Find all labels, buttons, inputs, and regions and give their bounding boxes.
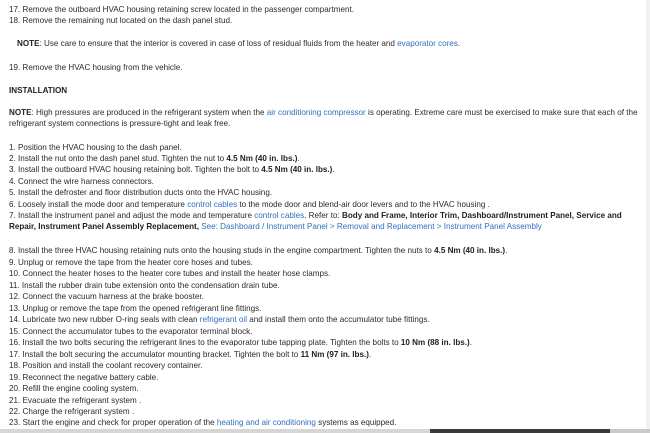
ac-compressor-link[interactable]: air conditioning compressor	[266, 108, 366, 117]
heating-ac-link[interactable]: heating and air conditioning	[216, 418, 316, 427]
step-item: 21. Evacuate the refrigerant system .	[9, 396, 142, 405]
step-item: 1. Position the HVAC housing to the dash panel.	[9, 143, 182, 152]
step-item: 17. Remove the outboard HVAC housing retaining screw located in the passenger compartment.	[9, 5, 354, 14]
step-item: 18. Remove the remaining nut located on the dash panel stud.	[9, 16, 233, 25]
step-item: 6. Loosely install the mode door and temperature control cables to the mode door and blend-air door levers and to the HVAC housing .	[9, 200, 490, 209]
step-item: 8. Install the three HVAC housing retaining nuts onto the housing studs in the engine compartment. Tighten the nuts to 4.5 Nm (40 in. lbs.).	[9, 246, 508, 255]
scrollbar-thumb[interactable]	[430, 429, 610, 433]
step-item: 18. Position and install the coolant recovery container.	[9, 361, 203, 370]
step-item: 19. Remove the HVAC housing from the vehicle.	[9, 63, 183, 72]
step-item: 11. Install the rubber drain tube extension onto the condensation drain tube.	[9, 281, 280, 290]
control-cables-link[interactable]: control cables	[187, 200, 238, 209]
installation-heading: INSTALLATION	[9, 86, 68, 95]
step-item: 15. Connect the accumulator tubes to the evaporator terminal block.	[9, 327, 253, 336]
step-item: 4. Connect the wire harness connectors.	[9, 177, 154, 186]
step-item: 20. Refill the engine cooling system.	[9, 384, 139, 393]
instrument-panel-assembly-link[interactable]: See: Dashboard / Instrument Panel > Removal and Replacement > Instrument Panel Assembly	[201, 222, 542, 231]
step-item: 9. Unplug or remove the tape from the heater core hoses and tubes.	[9, 258, 253, 267]
step-item: 23. Start the engine and check for proper operation of the heating and air conditioning systems as equipped.	[9, 418, 397, 427]
step-item: 3. Install the outboard HVAC housing retaining bolt. Tighten the bolt to 4.5 Nm (40 in. lbs.).	[9, 165, 335, 174]
note-high-pressure: NOTE: High pressures are produced in the refrigerant system when the air conditioning compressor is operating. Extreme care must be exercised to make sure that each of the refrigerant system connections is pressure-tight and leak free.	[9, 108, 638, 128]
control-cables-link[interactable]: control cables	[254, 211, 305, 220]
step-item: 10. Connect the heater hoses to the heater core tubes and install the heater hose clamps.	[9, 269, 331, 278]
step-item: 5. Install the defroster and floor distribution ducts onto the HVAC housing.	[9, 188, 273, 197]
step-item: 19. Reconnect the negative battery cable.	[9, 373, 159, 382]
step-item: 7. Install the instrument panel and adjust the mode and temperature control cables. Refer to: Body and Frame, Interior Trim, Dashboard/Instrument Panel, Service and Repair, Instrument Panel Assembly Replacement, See: Dashboard / Instrument Panel > Removal and Replacement > Instrument Panel Assembly	[9, 211, 622, 231]
horizontal-scrollbar[interactable]	[0, 429, 650, 433]
step-item: 22. Charge the refrigerant system .	[9, 407, 135, 416]
step-item: 2. Install the nut onto the dash panel stud. Tighten the nut to 4.5 Nm (40 in. lbs.).	[9, 154, 300, 163]
scrollbar-track	[0, 429, 430, 433]
step-item: 16. Install the two bolts securing the refrigerant lines to the evaporator tube tapping plate. Tighten the bolts to 10 Nm (88 in. lbs.).	[9, 338, 472, 347]
step-item: 17. Install the bolt securing the accumulator mounting bracket. Tighten the bolt to 11 Nm (97 in. lbs.).	[9, 350, 372, 359]
step-item: 12. Connect the vacuum harness at the brake booster.	[9, 292, 204, 301]
refrigerant-oil-link[interactable]: refrigerant oil	[199, 315, 248, 324]
note-residual-fluids: NOTE: Use care to ensure that the interior is covered in case of loss of residual fluids from the heater and evaporator cores.	[17, 39, 461, 48]
step-item: 13. Unplug or remove the tape from the opened refrigerant line fittings.	[9, 304, 262, 313]
vertical-scrollbar[interactable]	[646, 0, 650, 429]
step-item: 14. Lubricate two new rubber O-ring seals with clean refrigerant oil and install them onto the accumulator tube fittings.	[9, 315, 430, 324]
evaporator-cores-link[interactable]: evaporator cores	[397, 39, 458, 48]
